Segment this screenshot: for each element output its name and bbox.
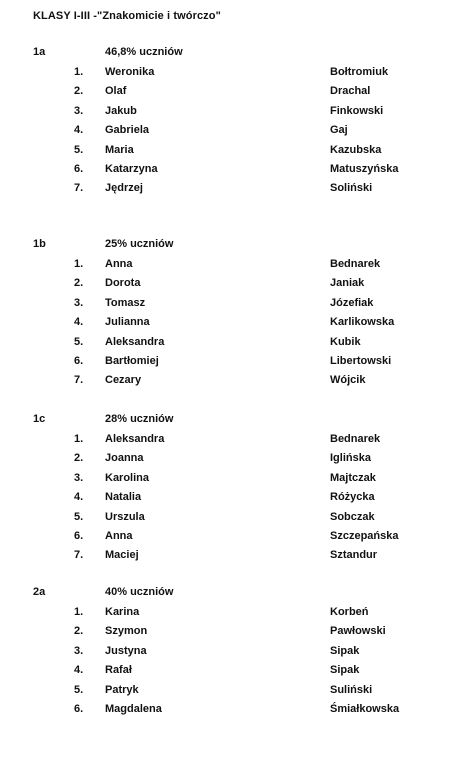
- student-number: 2.: [74, 85, 84, 98]
- student-last-name: Bołtromiuk: [330, 66, 389, 78]
- student-last-name: Pawłowski: [330, 625, 386, 638]
- student-row: [0, 374, 470, 388]
- student-number: 3.: [74, 644, 84, 657]
- student-number: 3.: [74, 471, 84, 484]
- student-first-name: Rafał: [105, 664, 132, 677]
- student-number: 7.: [74, 374, 84, 387]
- student-row: [0, 182, 470, 196]
- student-first-name: Karolina: [105, 471, 150, 484]
- student-last-name: Korbeń: [330, 606, 369, 618]
- student-first-name: Magdalena: [105, 703, 162, 715]
- student-number: 7.: [74, 549, 84, 562]
- student-number: 6.: [74, 703, 84, 715]
- student-row: [0, 684, 470, 698]
- class-percentage: 28% uczniów: [105, 413, 174, 425]
- student-row: [0, 355, 470, 369]
- student-last-name: Iglińska: [330, 452, 371, 465]
- student-last-name: Drachal: [330, 85, 371, 98]
- student-row: [0, 703, 470, 717]
- student-first-name: Urszula: [105, 510, 145, 523]
- student-first-name: Bartłomiej: [105, 355, 159, 367]
- student-last-name: Majtczak: [330, 471, 376, 484]
- student-first-name: Anna: [105, 258, 133, 270]
- student-last-name: Wójcik: [330, 374, 366, 387]
- student-number: 4.: [74, 316, 84, 329]
- student-number: 6.: [74, 355, 84, 367]
- student-last-name: Sobczak: [330, 510, 375, 523]
- student-number: 4.: [74, 124, 84, 137]
- student-number: 4.: [74, 491, 84, 504]
- student-number: 5.: [74, 510, 84, 523]
- page-title: KLASY I-III -"Znakomicie i twórczo": [33, 10, 221, 22]
- student-number: 2.: [74, 277, 84, 290]
- student-number: 6.: [74, 530, 84, 542]
- student-number: 7.: [74, 182, 84, 195]
- student-last-name: Finkowski: [330, 104, 384, 117]
- class-percentage: 25% uczniów: [105, 238, 174, 250]
- student-first-name: Patryk: [105, 683, 139, 696]
- student-row: [0, 85, 470, 99]
- student-last-name: Matuszyńska: [330, 163, 399, 175]
- student-first-name: Jakub: [105, 104, 137, 117]
- student-last-name: Szczepańska: [330, 530, 399, 542]
- student-last-name: Bednarek: [330, 433, 381, 445]
- student-row: [0, 491, 470, 505]
- student-row: [0, 606, 470, 620]
- student-row: [0, 664, 470, 678]
- student-first-name: Maria: [105, 143, 134, 156]
- student-first-name: Aleksandra: [105, 335, 165, 348]
- student-number: 1.: [74, 258, 84, 270]
- student-last-name: Bednarek: [330, 258, 381, 270]
- student-row: [0, 163, 470, 177]
- student-last-name: Śmiałkowska: [330, 703, 400, 715]
- student-row: [0, 277, 470, 291]
- student-first-name: Karina: [105, 606, 140, 618]
- student-first-name: Justyna: [105, 644, 147, 657]
- student-number: 3.: [74, 104, 84, 117]
- student-last-name: Różycka: [330, 491, 375, 504]
- student-last-name: Gaj: [330, 124, 348, 137]
- student-last-name: Sipak: [330, 664, 360, 677]
- student-number: 2.: [74, 625, 84, 638]
- student-first-name: Katarzyna: [105, 163, 158, 175]
- student-row: [0, 105, 470, 119]
- student-row: [0, 336, 470, 350]
- student-row: [0, 66, 470, 80]
- student-first-name: Olaf: [105, 85, 127, 98]
- student-row: [0, 144, 470, 158]
- student-row: [0, 452, 470, 466]
- student-number: 4.: [74, 664, 84, 677]
- class-label: 1a: [33, 46, 46, 58]
- student-last-name: Kubik: [330, 335, 361, 348]
- student-row: [0, 511, 470, 525]
- student-first-name: Szymon: [105, 625, 148, 638]
- student-number: 5.: [74, 143, 84, 156]
- student-number: 5.: [74, 683, 84, 696]
- student-first-name: Natalia: [105, 491, 142, 504]
- student-row: [0, 433, 470, 447]
- student-number: 1.: [74, 66, 84, 78]
- student-last-name: Sztandur: [330, 549, 378, 562]
- student-first-name: Aleksandra: [105, 433, 165, 445]
- student-row: [0, 625, 470, 639]
- student-number: 5.: [74, 335, 84, 348]
- student-last-name: Libertowski: [330, 355, 392, 367]
- student-row: [0, 472, 470, 486]
- student-first-name: Jędrzej: [105, 182, 143, 195]
- student-row: [0, 258, 470, 272]
- student-row: [0, 645, 470, 659]
- class-percentage: 46,8% uczniów: [105, 46, 183, 58]
- student-row: [0, 124, 470, 138]
- student-row: [0, 549, 470, 563]
- student-last-name: Janiak: [330, 277, 365, 290]
- class-label: 2a: [33, 586, 46, 598]
- student-first-name: Weronika: [105, 66, 155, 78]
- student-first-name: Maciej: [105, 549, 139, 562]
- student-last-name: Suliński: [330, 683, 373, 696]
- student-first-name: Joanna: [105, 452, 144, 465]
- student-last-name: Kazubska: [330, 143, 382, 156]
- student-number: 1.: [74, 606, 84, 618]
- student-first-name: Julianna: [105, 316, 150, 329]
- student-last-name: Józefiak: [330, 296, 374, 309]
- student-first-name: Tomasz: [105, 296, 146, 309]
- class-label: 1c: [33, 413, 46, 425]
- student-last-name: Soliński: [330, 182, 373, 195]
- class-percentage: 40% uczniów: [105, 586, 174, 598]
- student-row: [0, 297, 470, 311]
- student-row: [0, 530, 470, 544]
- student-number: 1.: [74, 433, 84, 445]
- class-label: 1b: [33, 238, 46, 250]
- student-row: [0, 316, 470, 330]
- student-number: 3.: [74, 296, 84, 309]
- student-number: 6.: [74, 163, 84, 175]
- student-last-name: Sipak: [330, 644, 360, 657]
- student-first-name: Dorota: [105, 277, 141, 290]
- student-number: 2.: [74, 452, 84, 465]
- student-first-name: Anna: [105, 530, 133, 542]
- student-first-name: Cezary: [105, 374, 142, 387]
- student-first-name: Gabriela: [105, 124, 150, 137]
- student-last-name: Karlikowska: [330, 316, 395, 329]
